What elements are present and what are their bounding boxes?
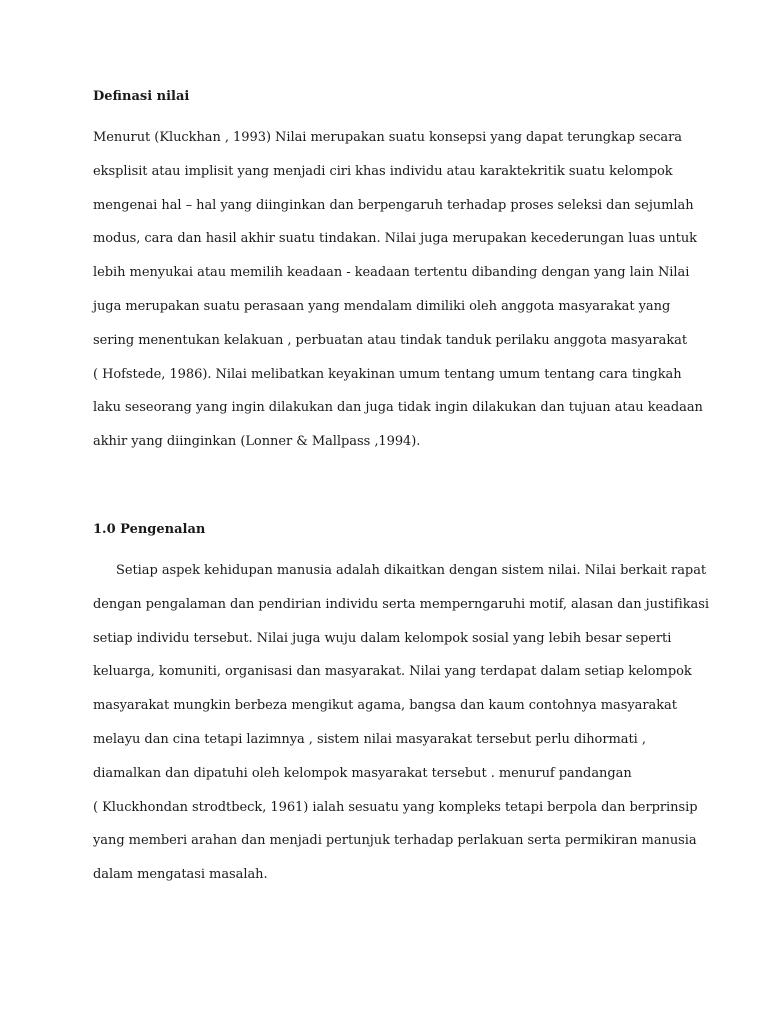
paragraph-definasi — [93, 121, 703, 459]
paragraph-line: akhir yang diinginkan (Lonner & Mallpass ,1994). — [93, 434, 421, 450]
paragraph-line: masyarakat mungkin berbeza mengikut agama, bangsa dan kaum contohnya masyarakat — [93, 698, 677, 714]
paragraph-line: lebih menyukai atau memilih keadaan - keadaan tertentu dibanding dengan yang lain Nilai — [93, 265, 690, 281]
paragraph-line: modus, cara dan hasil akhir suatu tindakan. Nilai juga merupakan kecederungan luas untuk — [93, 231, 698, 247]
paragraph-line: diamalkan dan dipatuhi oleh kelompok masyarakat tersebut . menuruf pandangan — [93, 765, 632, 781]
paragraph-line: laku seseorang yang ingin dilakukan dan juga tidak ingin dilakukan dan tujuan atau keadaan — [93, 400, 703, 416]
paragraph-line: sering menentukan kelakuan , perbuatan atau tindak tanduk perilaku anggota masyarakat — [93, 332, 688, 348]
paragraph-line: keluarga, komuniti, organisasi dan masyarakat. Nilai yang terdapat dalam setiap kelompok — [93, 664, 692, 680]
paragraph-line: dengan pengalaman dan pendirian individu serta memperngaruhi motif, alasan dan justifikasi — [93, 596, 709, 612]
paragraph-line: Setiap aspek kehidupan manusia adalah dikaitkan dengan sistem nilai. Nilai berkait rapat — [116, 563, 707, 578]
paragraph-line: setiap individu tersebut. Nilai juga wuju dalam kelompok sosial yang lebih besar seperti — [93, 630, 672, 646]
paragraph-line: mengenai hal – hal yang diinginkan dan berpengaruh terhadap proses seleksi dan sejumlah — [93, 197, 694, 213]
paragraph-line: Menurut (Kluckhan , 1993) Nilai merupakan suatu konsepsi yang dapat terungkap secara — [93, 130, 683, 145]
paragraph-line: ( Kluckhondan strodtbeck, 1961) ialah sesuatu yang kompleks tetapi berpola dan berprinsip — [93, 799, 698, 815]
paragraph-line: melayu dan cina tetapi lazimnya , sistem nilai masyarakat tersebut perlu dihormati , — [93, 731, 646, 747]
paragraph-line: eksplisit atau implisit yang menjadi ciri khas individu atau karaktekritik suatu kelompok — [93, 163, 673, 179]
paragraph-line: juga merupakan suatu perasaan yang mendalam dimiliki oleh anggota masyarakat yang — [93, 298, 671, 314]
section-heading-definasi: Definasi nilai — [93, 89, 190, 104]
paragraph-pengenalan — [93, 554, 709, 892]
paragraph-line: ( Hofstede, 1986). Nilai melibatkan keyakinan umum tentang umum tentang cara tingkah — [93, 366, 682, 382]
paragraph-line: yang memberi arahan dan menjadi pertunjuk terhadap perlakuan serta permikiran manusia — [93, 833, 697, 849]
paragraph-line: dalam mengatasi masalah. — [93, 867, 268, 883]
section-heading-pengenalan: 1.0 Pengenalan — [93, 522, 206, 537]
